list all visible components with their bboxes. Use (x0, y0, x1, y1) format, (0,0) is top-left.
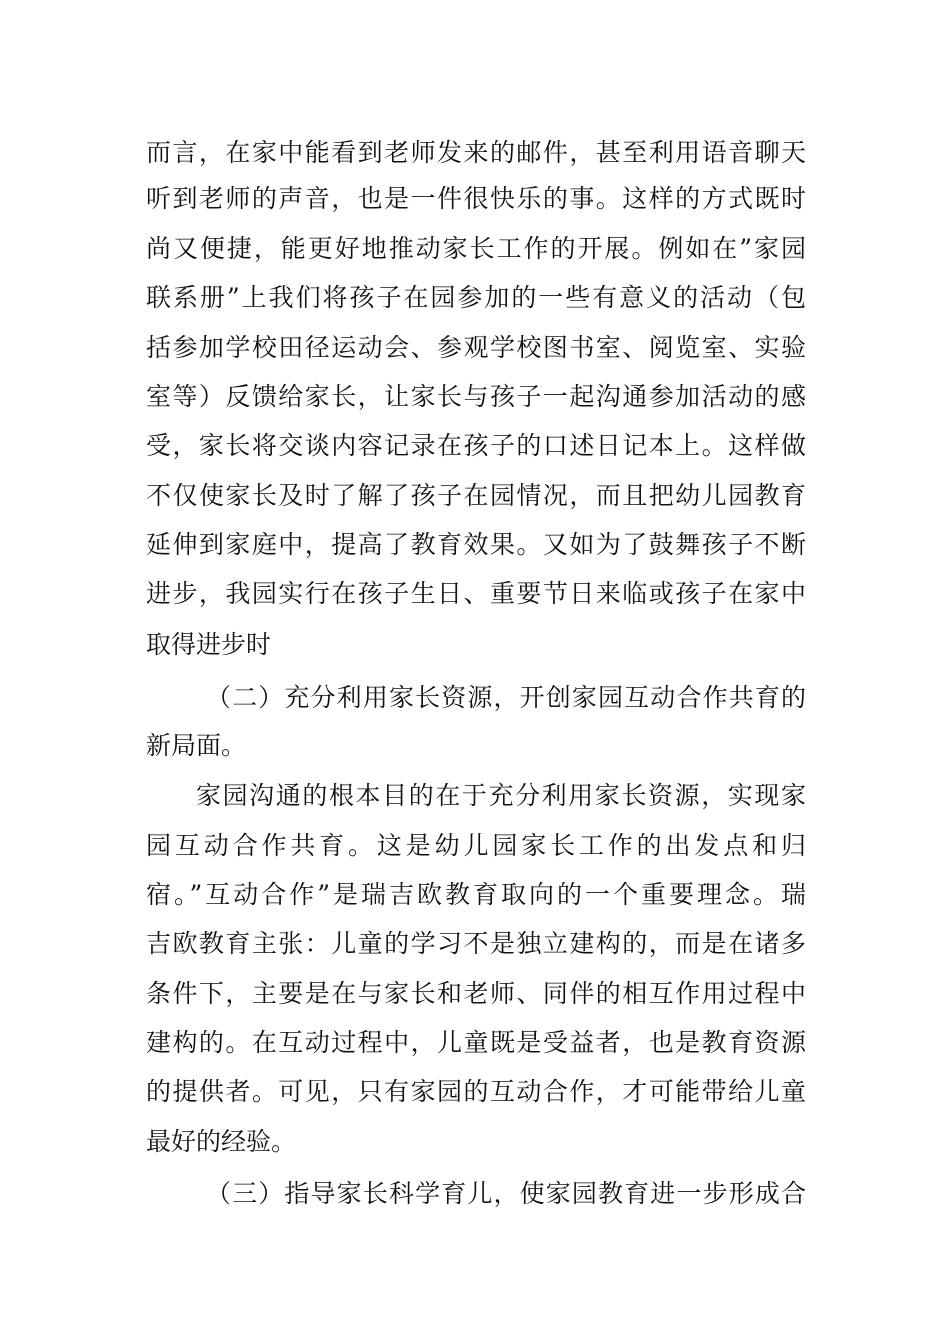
text-line: 的提供者。可见，只有家园的互动合作，才可能带给儿童 (146, 1077, 806, 1106)
text-line: 室等）反馈给家长，让家长与孩子一起沟通参加活动的感 (146, 382, 806, 411)
text-line: 联系册”上我们将孩子在园参加的一些有意义的活动（包 (146, 283, 806, 312)
text-line: 括参加学校田径运动会、参观学校图书室、阅览室、实验 (146, 333, 806, 362)
heading-line: （二）充分利用家长资源，开创家园互动合作共育的 (206, 683, 806, 712)
text-line: 进步，我园实行在孩子生日、重要节日来临或孩子在家中 (146, 579, 806, 608)
heading-line: （三）指导家长科学育儿，使家园教育进一步形成合 (206, 1179, 806, 1208)
text-line: 家园沟通的根本目的在于充分利用家长资源，实现家 (196, 781, 806, 810)
text-line: 而言，在家中能看到老师发来的邮件，甚至利用语音聊天 (146, 138, 806, 167)
heading-line: 新局面。 (146, 731, 247, 760)
text-line: 受，家长将交谈内容记录在孩子的口述日记本上。这样做 (146, 431, 806, 460)
text-line: 延伸到家庭中，提高了教育效果。又如为了鼓舞孩子不断 (146, 530, 806, 559)
text-line: 不仅使家长及时了解了孩子在园情况，而且把幼儿园教育 (146, 481, 806, 510)
text-line: 吉欧教育主张：儿童的学习不是独立建构的，而是在诸多 (146, 929, 806, 958)
text-line: 取得进步时 (146, 630, 272, 659)
text-line: 园互动合作共育。这是幼儿园家长工作的出发点和归 (146, 831, 806, 860)
text-line: 最好的经验。 (146, 1127, 297, 1156)
text-line: 听到老师的声音，也是一件很快乐的事。这样的方式既时 (146, 184, 806, 213)
text-line: 建构的。在互动过程中，儿童既是受益者，也是教育资源 (146, 1028, 806, 1057)
text-line: 宿。”互动合作”是瑞吉欧教育取向的一个重要理念。瑞 (146, 880, 806, 909)
text-line: 尚又便捷，能更好地推动家长工作的开展。例如在”家园 (146, 234, 806, 263)
text-line: 条件下，主要是在与家长和老师、同伴的相互作用过程中 (146, 979, 806, 1008)
